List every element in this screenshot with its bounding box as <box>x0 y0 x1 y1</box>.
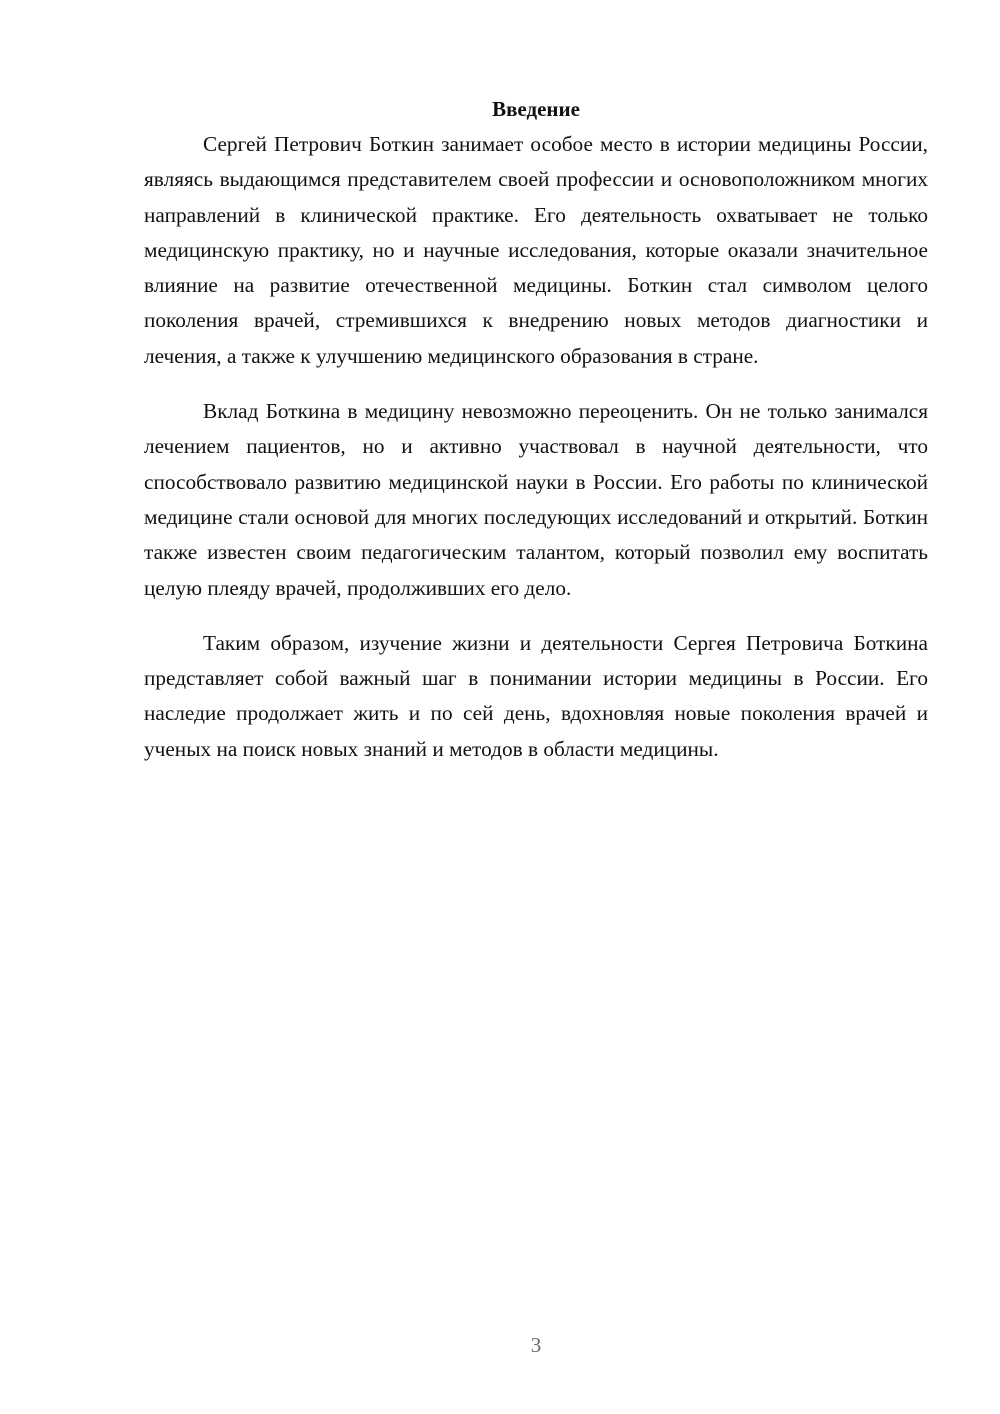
page-content <box>144 92 928 787</box>
section-title: Введение <box>492 97 580 121</box>
paragraph-2: Вклад Боткина в медицину невозможно переоценить. Он не только занимался лечением пациентов, но и активно участвовал в научной деятельности, что способствовало развитию медицинской науки в России. Его работы по клинической медицине стали основой для многих последующих исследований и открытий. Боткин также известен своим педагогическим талантом, который позволил ему воспитать целую плеяду врачей, продолживших его дело. <box>144 399 928 600</box>
paragraph-1: Сергей Петрович Боткин занимает особое место в истории медицины России, являясь выдающимся представителем своей профессии и основоположником многих направлений в клинической практике. Его деятельность охватывает не только медицинскую практику, но и научные исследования, которые оказали значительное влияние на развитие отечественной медицины. Боткин стал символом целого поколения врачей, стремившихся к внедрению новых методов диагностики и лечения, а также к улучшению медицинского образования в стране. <box>144 132 928 368</box>
paragraph-3: Таким образом, изучение жизни и деятельности Сергея Петровича Боткина представляет собой важный шаг в понимании истории медицины в России. Его наследие продолжает жить и по сей день, вдохновляя новые поколения врачей и ученых на поиск новых знаний и методов в области медицины. <box>144 630 928 761</box>
page-number: 3 <box>530 1333 542 1357</box>
